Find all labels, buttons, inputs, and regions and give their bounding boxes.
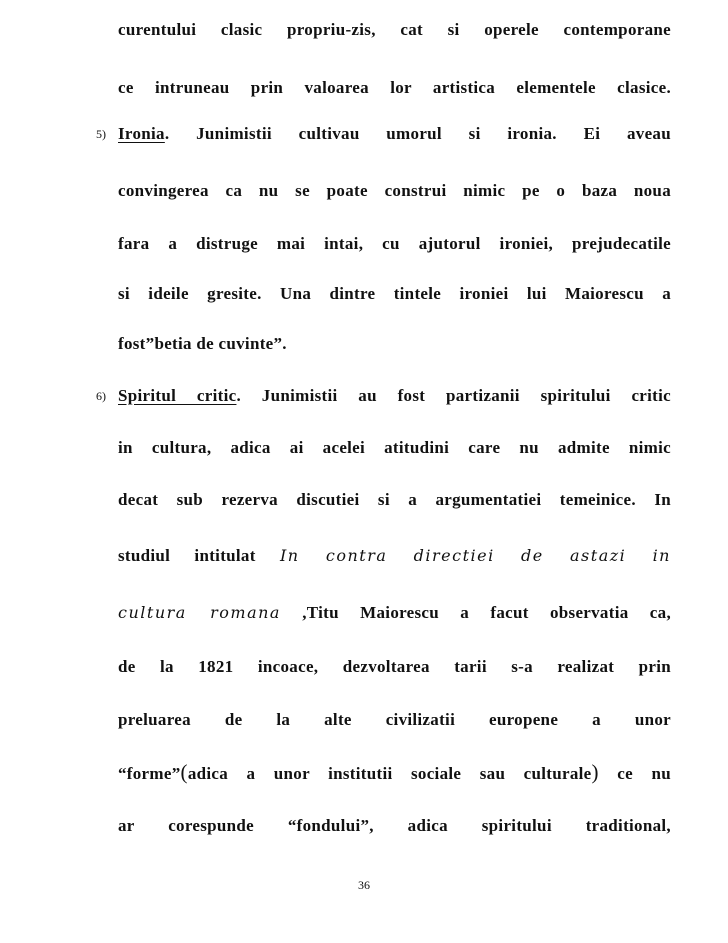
text-span: . Junimistii cultivau umorul si ironia. Ei aveau bbox=[164, 124, 671, 143]
text-span: . Junimistii au fost partizanii spiritului critic bbox=[236, 386, 671, 405]
text-line: ce intruneau prin valoarea lor artistica elementele clasice. bbox=[118, 78, 671, 97]
list-number: 6) bbox=[96, 389, 106, 403]
heading-spiritul-critic: Spiritul critic bbox=[118, 386, 237, 405]
text-line: preluarea de la alte civilizatii europene a unor bbox=[118, 710, 671, 729]
text-line: de la 1821 incoace, dezvoltarea tarii s-a realizat prin bbox=[118, 657, 671, 676]
list-number: 5) bbox=[96, 127, 106, 141]
paren-open: ( bbox=[180, 760, 188, 784]
text-line: fara a distruge mai intai, cu ajutorul ironiei, prejudecatile bbox=[118, 234, 671, 253]
page-number: 36 bbox=[358, 878, 370, 892]
text-line: ar corespunde “fondului”, adica spiritului traditional, bbox=[118, 816, 671, 835]
italic-title: In contra directiei de astazi in bbox=[279, 546, 671, 565]
text-line: in cultura, adica ai acelei atitudini care nu admite nimic bbox=[118, 438, 671, 457]
text-line bbox=[118, 386, 671, 406]
text-line: fost”betia de cuvinte”. bbox=[118, 334, 287, 353]
text-span: “forme” bbox=[118, 764, 181, 783]
heading-ironia: Ironia bbox=[118, 124, 165, 143]
text-line: convingerea ca nu se poate construi nimic pe o baza noua bbox=[118, 181, 671, 200]
text-span: ,Titu Maiorescu a facut observatia ca, bbox=[302, 603, 671, 622]
text-line: si ideile gresite. Una dintre tintele ironiei lui Maiorescu a bbox=[118, 284, 671, 303]
text-span: studiul intitulat bbox=[118, 546, 256, 565]
text-line: curentului clasic propriu-zis, cat si operele contemporane bbox=[118, 20, 671, 39]
text-line bbox=[118, 603, 671, 623]
text-span: ce nu bbox=[598, 764, 671, 783]
paren-close: ) bbox=[591, 760, 599, 784]
text-line bbox=[118, 124, 671, 144]
text-line bbox=[118, 762, 671, 784]
text-span: adica a unor institutii sociale sau culturale bbox=[187, 764, 592, 783]
text-line: decat sub rezerva discutiei si a argumentatiei temeinice. In bbox=[118, 490, 671, 509]
text-line bbox=[118, 546, 671, 566]
italic-title: cultura romana bbox=[118, 603, 281, 622]
